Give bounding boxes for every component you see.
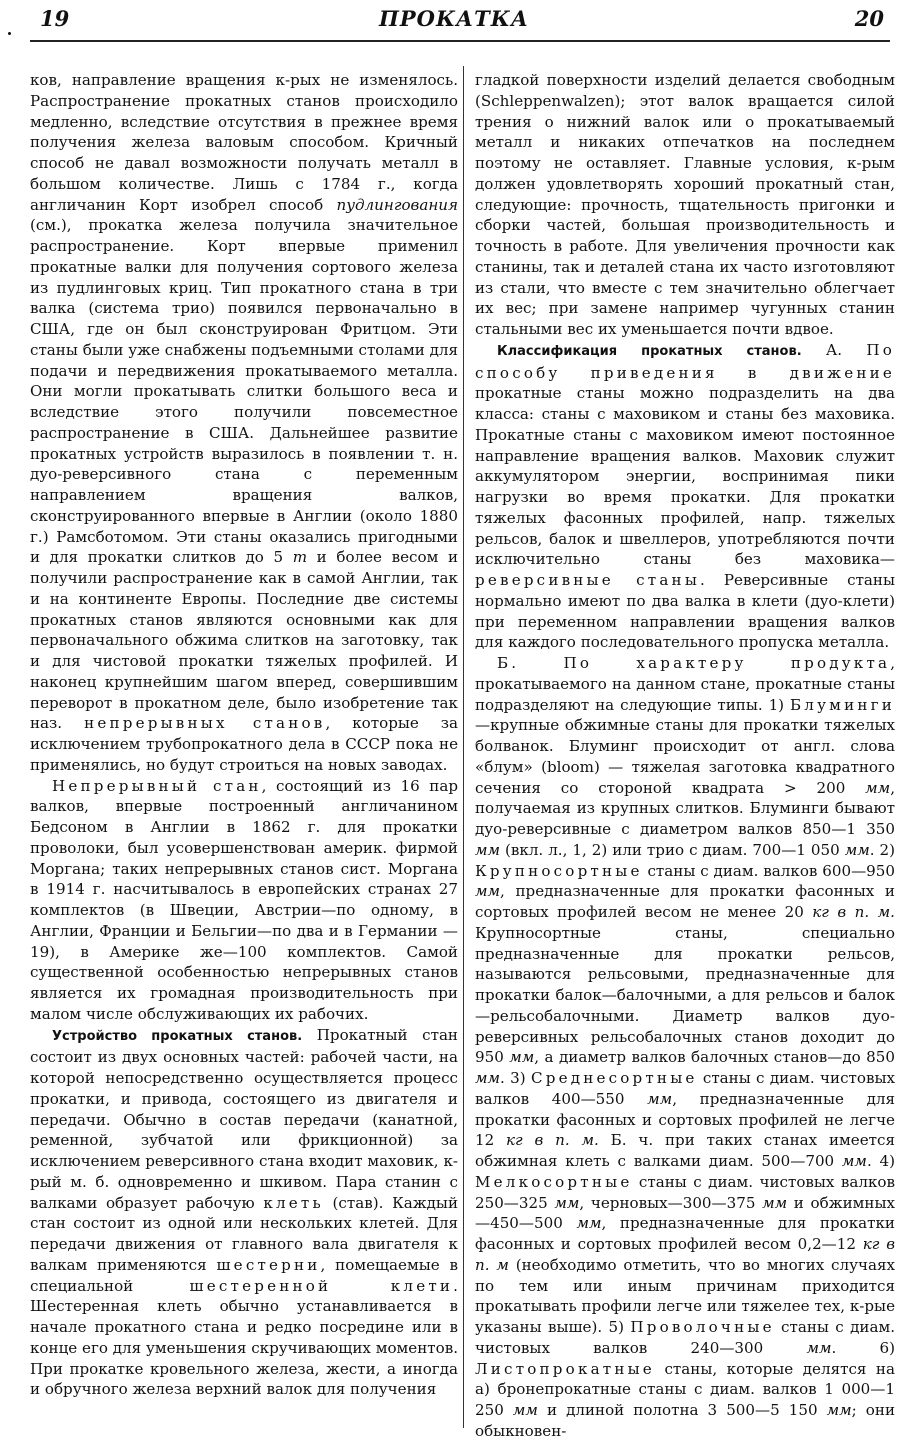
text-run: (став). Каждый стан состоит из одной или нескольких клетей. Для передачи движения от главного вала двигателя к валкам применяются — [30, 1193, 459, 1274]
header-rule — [30, 40, 890, 42]
text-run: и обжимных—450—500 — [475, 1193, 895, 1233]
spaced-term: шестеренной клети — [189, 1276, 454, 1295]
text-run: А. — [801, 340, 867, 359]
text-run: , предназначенные для прокатки фасонных и сортовых профилей не легче 12 — [475, 1089, 895, 1150]
right-column — [475, 70, 896, 1440]
text-run: станы с диам. валков 600—950 — [642, 861, 895, 880]
spaced-term: шестерни — [216, 1255, 321, 1274]
spaced-term: Непрерывный стан — [52, 776, 262, 795]
text-run: , предназначенные для прокатки фасонных и сортовых профилей весом 0,2—12 — [475, 1214, 895, 1253]
text-run: ; они обыкновен- — [475, 1401, 896, 1440]
page-number-left: 19 — [40, 6, 70, 31]
text-run: (вкл. л., 1, 2) или трио с диам. 700—1 050 — [500, 840, 845, 859]
italic-term: пудлингования — [336, 195, 458, 214]
unit: мм — [475, 840, 501, 859]
unit: мм — [554, 1193, 580, 1212]
section-heading: Классификация прокатных станов. — [497, 343, 802, 359]
text-run: , состоящий из 16 пар валков, впервые построенный англичанином Бедсоном в Англии в 1862 г. для прокатки проволоки, был усовершенствован америк. фирмой Моргана; таких непрерывных станов сист. Моргана в 1914 г. насчитывалось в европейских странах 27 комплектов (в Швеции, Австрии—по одному, в Англии, Франции и Бельгии—по два и в Германии — 19), в Америке же—100 комплектов. Самой существенной особенностью непрерывных станов является их громадная производительность при малом числе обслуживающих их рабочих. — [30, 776, 458, 1023]
text-run: и длиной полотна 3 500—5 150 — [537, 1401, 827, 1419]
spaced-term: Б. По характеру продукта — [497, 654, 891, 672]
unit: мм — [475, 1069, 501, 1087]
running-title: ПРОКАТКА — [379, 6, 529, 31]
paragraph-product-types — [475, 653, 895, 1442]
text-run: , а диаметр валков балочных станов—до 850 — [534, 1048, 895, 1067]
text-run: ков, направление вращения к-рых не изменялось. Распространение прокатных станов происходило медленно, вследствие отсутствия в прежнее время получения железа валовым способом. Кричный способ не давал возможности получать металл в большом количестве. Лишь с 1784 г., когда англичанин Корт изобрел способ — [30, 71, 458, 214]
text-run: Б. ч. при таких станах имеется обжимная клеть с валками диам. 500—700 — [475, 1131, 895, 1170]
text-run: , получаемая из крупных слитков. Блуминги бывают дуо-реверсивные с диаметром валков 850—1 350 — [475, 778, 895, 838]
text-run: гладкой поверхности изделий делается свободным (Schleppenwalzen); этот валок вращается силой трения о нижний валок или о прокатываемый металл и никаких отпечатков на последнем поэтому не оставляет. Главные условия, к-рым должен удовлетворять хороший прокатный стан, следующие: прочность, тщательность пригонки и сборки частей, большая производительность и точность в работе. Для увеличения прочности как станины, так и деталей стана их часто изготовляют из стали, что вместе с тем значительно облегчает их вес; при замене например чугунных станин стальными вес их уменьшается почти вдвое. — [475, 71, 895, 338]
unit: мм — [475, 882, 501, 901]
page-header — [0, 0, 908, 44]
unit: кг в п. м. — [812, 903, 895, 921]
spaced-term: Листопрокатные — [475, 1359, 655, 1378]
text-run: Прокатный стан состоит из двух основных частей: рабочей части, на которой непосредственно осуществляется процесс прокатки, и привода, состоящего из двигателя и передачи. Обычно в состав передачи (канатной, ременной, зубчатой или фрикционной) за исключением реверсивного стана входит маховик, к-рый м. б. одновременно и шкивом. Пара станин с валками образует рабочую — [30, 1025, 458, 1212]
text-run: . Реверсивные станы нормально имеют по два валка в клети (дуо-клети) при переменном направлении вращения валков для каждого последовательного пропуска металла. — [475, 571, 895, 652]
text-run: (необходимо отметить, что во многих случаях по тем или иным причинам приходится прокатывать профили легче или тяжелее тех, к-рые указаны выше). 5) — [475, 1255, 895, 1336]
unit: мм — [509, 1048, 535, 1067]
paragraph-mill-structure — [30, 1025, 458, 1401]
unit: мм — [647, 1089, 673, 1108]
paragraph-history — [30, 70, 458, 776]
text-run: , помещаемые в специальной — [30, 1255, 458, 1295]
unit: т — [292, 548, 308, 567]
paragraph-continuous-mill — [30, 776, 458, 1025]
unit: кг в п. м — [475, 1235, 895, 1274]
text-run: станы, которые делятся на а) бронепрокатные станы с диам. валков 1 000—1 250 — [475, 1359, 895, 1419]
paragraph-classification — [475, 340, 895, 653]
text-run: , прокатываемого на данном стане, прокатные станы подразделяют на следующие типы. 1) — [475, 654, 895, 714]
unit: мм — [806, 1338, 832, 1357]
unit: мм — [762, 1193, 788, 1212]
page-number-right: 20 — [854, 6, 884, 31]
spaced-term: Мелкосортные — [475, 1172, 633, 1191]
text-run: , предназначенные для прокатки фасонных и сортовых профилей весом не менее 20 — [475, 882, 895, 921]
spaced-term: непрерывных станов — [84, 714, 326, 733]
unit: мм — [844, 840, 870, 859]
text-run: , которые за исключением трубопрокатного дела в СССР пока не применялись, но будут строиться на новых заводах. — [30, 714, 458, 774]
unit: мм — [826, 1401, 852, 1419]
unit: мм — [512, 1401, 538, 1419]
column-divider — [463, 66, 464, 1428]
text-run: станы с диам. чистовых валков 240—300 — [475, 1318, 895, 1357]
text-run: Крупносортные станы, специально предназначенные для прокатки рельсов, называются рельсовыми, предназначенные для прокатки балок—балочными, а для рельсов и балок—рельсобалочными. Диаметр валков дуо-реверсивных рельсобалочных станов доходит до 950 — [475, 923, 895, 1067]
text-run: станы с диам. чистовых валков 250—325 — [475, 1172, 895, 1212]
spaced-term: Проволочные — [630, 1318, 775, 1336]
paragraph-requirements — [475, 70, 895, 340]
unit: мм — [865, 778, 891, 797]
section-heading: Устройство прокатных станов. — [52, 1028, 303, 1044]
text-run: (см.), прокатка железа получила значительное распространение. Корт впервые применил прокатные валки для получения сортового железа из пудлинговых криц. Тип прокатного стана в три валка (система трио) появился первоначально в США, где он был сконструирован Фритцом. Эти станы были уже снабжены подъемными столами для подачи и передвижения прокатываемого металла. Они могли прокатывать слитки большого веса и вследствие этого получили повсеместное распространение в США. Дальнейшее развитие прокатных устройств выразилось в появлении т. н. дуо-реверсивного стана с переменным направлением вращения валков, сконструированного впервые в Англии (около 1880 г.) Рамсботомом. Эти станы оказались пригодными и для прокатки слитков до 5 — [30, 216, 458, 567]
spaced-term: Среднесортные — [530, 1069, 698, 1087]
left-column — [30, 70, 458, 1430]
text-run: и более весом и получили распространение как в самой Англии, так и на континенте Европы. Последние две системы прокатных станов являются основными как для первоначального обжима слитков на заготовку, так и для чистовой прокатки тяжелых профилей. И наконец крупнейшим шагом вперед, совершившим переворот в прокатном деле, было изобретение так наз. — [30, 548, 459, 733]
spaced-term: клеть — [263, 1193, 324, 1212]
text-run: —крупные обжимные станы для прокатки тяжелых болванок. Блуминг происходит от англ. слова «блум» (bloom) — тяжелая заготовка квадратного сечения со стороной квадрата > 200 — [475, 716, 895, 797]
text-run: станы с диам. чистовых валков 400—550 — [475, 1069, 895, 1108]
text-run: . 3) — [500, 1069, 531, 1087]
spaced-term: Блуминги — [790, 695, 895, 714]
text-run: . 6) — [831, 1338, 895, 1357]
text-run: . 4) — [866, 1152, 896, 1170]
text-run: . 2) — [869, 840, 895, 859]
spaced-term: реверсивные станы — [475, 571, 701, 589]
spaced-term: Крупносортные — [475, 861, 643, 880]
text-run: , черновых—300—375 — [579, 1193, 763, 1212]
unit: мм — [576, 1214, 602, 1233]
unit: кг в п. м. — [506, 1131, 599, 1150]
unit: мм — [841, 1152, 867, 1170]
text-run: . Шестеренная клеть обычно устанавливается в начале прокатного стана и редко посредине или в конце его для уменьшения скручивающих моментов. При прокатке кровельного железа, жести, а иногда и обручного железа верхний валок для получения — [30, 1276, 458, 1399]
spaced-term: По способу приведения в движение — [475, 340, 895, 382]
text-run: прокатные станы можно подразделить на два класса: станы с маховиком и станы без маховика. Прокатные станы с маховиком имеют постоянное направление вращения валков. Маховик служит аккумулятором энергии, воспринимая пики нагрузки во время прокатки. Для прокатки тяжелых фасонных профилей, напр. тяжелых рельсов, балок и швеллеров, употребляются почти исключительно станы без маховика— — [475, 384, 895, 569]
